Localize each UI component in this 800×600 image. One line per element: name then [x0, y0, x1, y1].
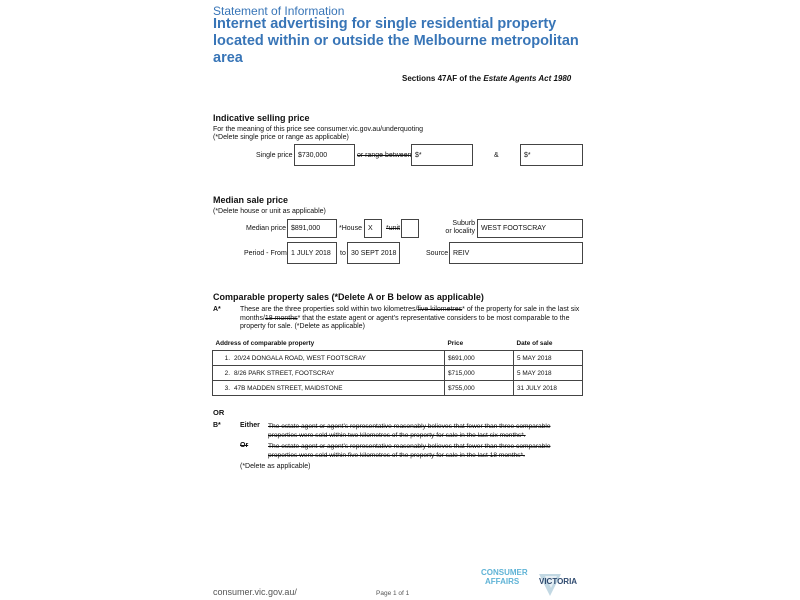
page-number: Page 1 of 1: [376, 590, 410, 597]
document-title-line: Internet advertising for single residential property: [213, 16, 557, 32]
date-cell[interactable]: 5 MAY 2018: [514, 351, 583, 366]
document-title-line: area: [213, 50, 243, 66]
period-label: Period - From: [244, 250, 287, 257]
column-header: Price: [447, 340, 464, 347]
or2-text-line: The estate agent or agent’s representative reasonably believes that fewer than three comparable: [268, 443, 551, 450]
suburb-label-line: Suburb: [452, 220, 475, 227]
sections-reference: [402, 74, 571, 83]
or2-text: [268, 442, 551, 460]
or2-label: Or: [240, 442, 249, 449]
indicative-heading: Indicative selling price: [213, 113, 310, 123]
indicative-note: For the meaning of this price see consumer.vic.gov.au/underquoting: [213, 126, 423, 133]
option-b-marker: B*: [213, 422, 221, 429]
table-row: [213, 366, 583, 381]
logo-text-victoria: VICTORIA: [539, 577, 578, 586]
median-heading: Median sale price: [213, 195, 289, 205]
date-cell[interactable]: 5 MAY 2018: [514, 366, 583, 381]
option-a-text-part: months/: [240, 314, 265, 322]
address-cell[interactable]: [213, 351, 445, 366]
suburb-label-line: or locality: [445, 228, 475, 235]
median-note: (*Delete house or unit as applicable): [213, 208, 326, 215]
logo-text-affairs: AFFAIRS: [485, 577, 520, 586]
period-to-field[interactable]: 30 SEPT 2018: [347, 242, 400, 264]
comparable-table: [212, 337, 583, 396]
price-cell[interactable]: $755,000: [445, 381, 514, 396]
either-label: Either: [240, 422, 260, 429]
range-ampersand: &: [494, 152, 499, 159]
house-field[interactable]: X: [364, 219, 382, 238]
price-cell[interactable]: $691,000: [445, 351, 514, 366]
range-from-field[interactable]: $*: [411, 144, 473, 166]
either-text-line: The estate agent or agent’s representative reasonably believes that fewer than three comparable: [268, 423, 551, 430]
suburb-label: [445, 220, 475, 236]
range-to-field[interactable]: $*: [520, 144, 583, 166]
delete-note: (*Delete as applicable): [240, 463, 311, 470]
sections-prefix: Sections 47AF of the: [402, 74, 484, 83]
date-cell[interactable]: 31 JULY 2018: [514, 381, 583, 396]
option-a-text-part: property for sale. (*Delete as applicable): [240, 323, 365, 330]
column-header: Date of sale: [516, 340, 553, 347]
table-header-row: [213, 337, 583, 351]
or2-text-line: properties were sold within five kilometres of the property for sale in the last 18 months*.: [268, 452, 525, 459]
source-label: Source: [426, 250, 449, 257]
row-number: 3.: [224, 384, 230, 392]
option-a-strike: 18 months: [264, 314, 298, 322]
consumer-affairs-victoria-logo: [481, 566, 591, 598]
median-price-field[interactable]: $891,000: [287, 219, 337, 238]
period-from-field[interactable]: 1 JULY 2018: [287, 242, 337, 264]
option-a-marker: A*: [213, 306, 221, 313]
address-value: 20/24 DONGALA ROAD, WEST FOOTSCRAY: [234, 354, 366, 362]
unit-label: *unit: [386, 225, 401, 232]
column-header: Address of comparable property: [215, 340, 315, 347]
house-label: *House: [339, 225, 362, 232]
address-cell[interactable]: [213, 381, 445, 396]
act-name: Estate Agents Act 1980: [483, 74, 572, 83]
single-price-label: Single price: [256, 152, 293, 159]
either-text: [268, 422, 551, 440]
address-value: 47B MADDEN STREET, MAIDSTONE: [234, 384, 343, 392]
indicative-note: (*Delete single price or range as applicable): [213, 134, 349, 141]
table-row: [213, 351, 583, 366]
row-number: 1.: [224, 354, 230, 362]
option-a-text: [240, 306, 585, 332]
period-to-label: to: [340, 250, 346, 257]
document-title: [213, 16, 579, 67]
document-kicker: Statement of Information: [213, 4, 345, 18]
table-row: [213, 381, 583, 396]
address-cell[interactable]: [213, 366, 445, 381]
option-a-text-part: * that the estate agent or agent’s representative considers to be most comparable to the: [297, 314, 570, 322]
unit-field[interactable]: [401, 219, 419, 238]
or-label: OR: [213, 408, 225, 417]
range-label: or range between: [357, 152, 412, 159]
document-title-line: located within or outside the Melbourne metropolitan: [213, 33, 579, 49]
logo-text-consumer: CONSUMER: [481, 568, 528, 577]
option-a-strike: five kilometres: [417, 306, 463, 313]
source-field[interactable]: REIV: [449, 242, 583, 264]
option-a-text-part: These are the three properties sold within two kilometres/: [240, 306, 418, 313]
comparable-heading: Comparable property sales (*Delete A or B below as applicable): [213, 292, 484, 302]
row-number: 2.: [224, 369, 230, 377]
price-cell[interactable]: $715,000: [445, 366, 514, 381]
suburb-field[interactable]: WEST FOOTSCRAY: [477, 219, 583, 238]
option-a-text-part: * of the property for sale in the last six: [462, 306, 580, 313]
address-value: 8/26 PARK STREET, FOOTSCRAY: [234, 369, 335, 377]
single-price-field[interactable]: $730,000: [294, 144, 355, 166]
footer-website[interactable]: consumer.vic.gov.au/: [213, 587, 297, 597]
median-price-label: Median price: [246, 225, 287, 232]
either-text-line: properties were sold within two kilometres of the property for sale in the last six months*.: [268, 432, 526, 439]
